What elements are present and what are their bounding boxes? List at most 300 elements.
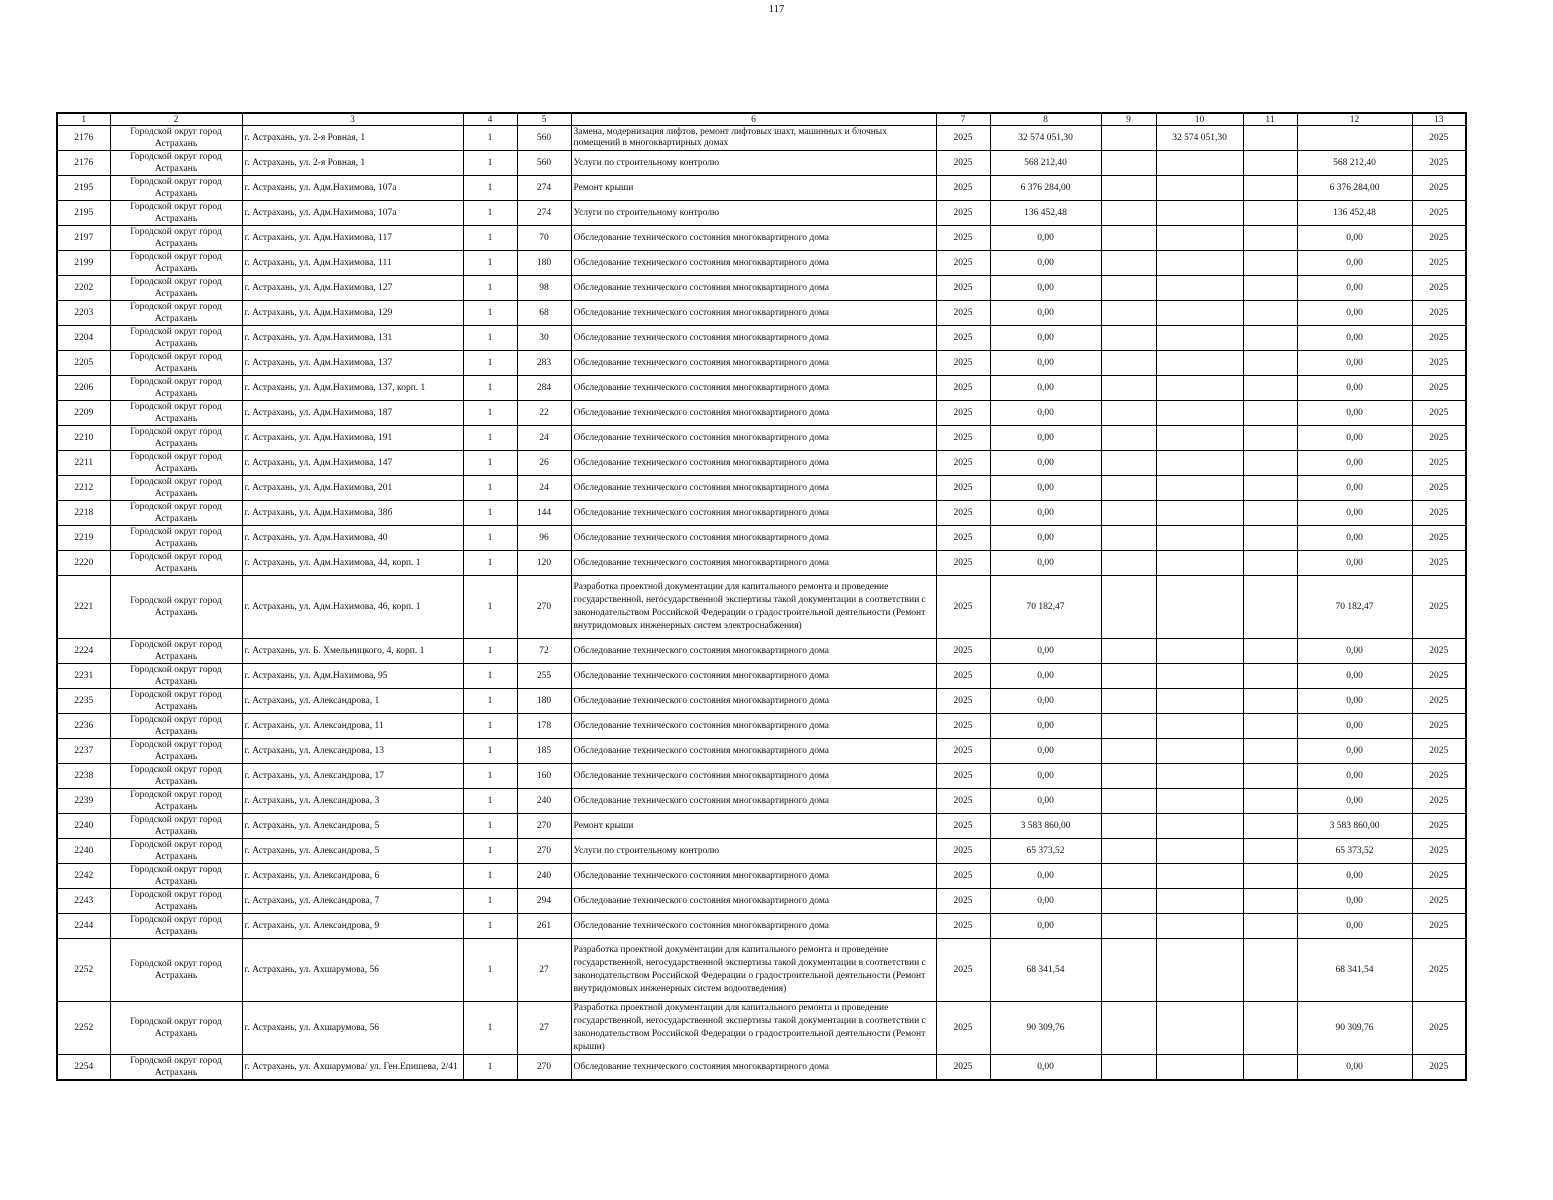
cell-col12: 0,00 (1297, 451, 1412, 476)
cell-col11 (1243, 276, 1297, 301)
cell-col10 (1156, 301, 1243, 326)
column-header-8: 8 (990, 113, 1101, 126)
cell-count: 1 (463, 576, 517, 639)
cell-count: 1 (463, 739, 517, 764)
cell-apartments: 96 (517, 526, 571, 551)
cell-year: 2025 (936, 501, 990, 526)
cell-col10 (1156, 151, 1243, 176)
cell-year: 2025 (936, 451, 990, 476)
cell-work-type: Обследование технического состояния многоквартирного дома (571, 739, 936, 764)
cell-completion-year: 2025 (1412, 176, 1466, 201)
cell-col12: 0,00 (1297, 914, 1412, 939)
cell-col10 (1156, 764, 1243, 789)
cell-col10 (1156, 476, 1243, 501)
cell-municipality: Городской округ город Астрахань (110, 501, 242, 526)
cell-work-type: Обследование технического состояния многоквартирного дома (571, 664, 936, 689)
cell-col9 (1101, 714, 1156, 739)
cell-col9 (1101, 814, 1156, 839)
cell-address: г. Астрахань, ул. Александрова, 5 (242, 839, 463, 864)
cell-work-type: Обследование технического состояния многоквартирного дома (571, 551, 936, 576)
cell-col9 (1101, 451, 1156, 476)
cell-completion-year: 2025 (1412, 226, 1466, 251)
cell-work-type: Обследование технического состояния многоквартирного дома (571, 501, 936, 526)
table-row (57, 939, 1466, 1002)
cell-col9 (1101, 689, 1156, 714)
cell-total-cost: 0,00 (990, 451, 1101, 476)
cell-municipality: Городской округ город Астрахань (110, 451, 242, 476)
cell-work-type: Обследование технического состояния многоквартирного дома (571, 476, 936, 501)
cell-apartments: 178 (517, 714, 571, 739)
cell-col10 (1156, 864, 1243, 889)
cell-col12: 0,00 (1297, 551, 1412, 576)
cell-col11 (1243, 576, 1297, 639)
cell-completion-year: 2025 (1412, 864, 1466, 889)
cell-completion-year: 2025 (1412, 501, 1466, 526)
cell-work-type: Замена, модернизация лифтов, ремонт лифтовых шахт, машинных и блочных помещений в многоквартирных домах (571, 126, 936, 151)
cell-col11 (1243, 401, 1297, 426)
cell-apartments: 22 (517, 401, 571, 426)
cell-record-number: 2204 (57, 326, 110, 351)
cell-col11 (1243, 301, 1297, 326)
cell-apartments: 68 (517, 301, 571, 326)
cell-col9 (1101, 126, 1156, 151)
cell-total-cost: 6 376 284,00 (990, 176, 1101, 201)
cell-total-cost: 0,00 (990, 639, 1101, 664)
column-header-12: 12 (1297, 113, 1412, 126)
cell-col12: 6 376 284,00 (1297, 176, 1412, 201)
cell-work-type: Обследование технического состояния многоквартирного дома (571, 789, 936, 814)
cell-col10 (1156, 426, 1243, 451)
cell-completion-year: 2025 (1412, 939, 1466, 1002)
cell-count: 1 (463, 1055, 517, 1081)
cell-total-cost: 0,00 (990, 1055, 1101, 1081)
cell-col9 (1101, 789, 1156, 814)
table-row (57, 276, 1466, 301)
cell-address: г. Астрахань, ул. Адм.Нахимова, 117 (242, 226, 463, 251)
cell-municipality: Городской округ город Астрахань (110, 639, 242, 664)
cell-address: г. Астрахань, ул. Адм.Нахимова, 127 (242, 276, 463, 301)
cell-address: г. Астрахань, ул. Александрова, 9 (242, 914, 463, 939)
cell-work-type: Обследование технического состояния многоквартирного дома (571, 889, 936, 914)
cell-record-number: 2240 (57, 839, 110, 864)
cell-municipality: Городской округ город Астрахань (110, 226, 242, 251)
cell-col10 (1156, 639, 1243, 664)
table-row (57, 739, 1466, 764)
cell-total-cost: 0,00 (990, 739, 1101, 764)
cell-col12: 0,00 (1297, 476, 1412, 501)
cell-count: 1 (463, 301, 517, 326)
cell-record-number: 2254 (57, 1055, 110, 1081)
table-row (57, 476, 1466, 501)
cell-work-type: Услуги по строительному контролю (571, 201, 936, 226)
cell-address: г. Астрахань, ул. Александрова, 13 (242, 739, 463, 764)
cell-address: г. Астрахань, ул. Адм.Нахимова, 131 (242, 326, 463, 351)
cell-col10 (1156, 526, 1243, 551)
cell-col12: 568 212,40 (1297, 151, 1412, 176)
cell-count: 1 (463, 689, 517, 714)
cell-completion-year: 2025 (1412, 276, 1466, 301)
cell-record-number: 2236 (57, 714, 110, 739)
cell-apartments: 560 (517, 151, 571, 176)
cell-col9 (1101, 639, 1156, 664)
cell-count: 1 (463, 201, 517, 226)
cell-col9 (1101, 864, 1156, 889)
cell-total-cost: 0,00 (990, 664, 1101, 689)
cell-record-number: 2224 (57, 639, 110, 664)
table-row (57, 201, 1466, 226)
cell-col11 (1243, 226, 1297, 251)
cell-total-cost: 0,00 (990, 476, 1101, 501)
cell-col11 (1243, 201, 1297, 226)
cell-col10 (1156, 1002, 1243, 1055)
cell-count: 1 (463, 789, 517, 814)
cell-count: 1 (463, 939, 517, 1002)
cell-municipality: Городской округ город Астрахань (110, 376, 242, 401)
cell-col12: 0,00 (1297, 689, 1412, 714)
cell-address: г. Астрахань, ул. Адм.Нахимова, 137, корп. 1 (242, 376, 463, 401)
table-row (57, 251, 1466, 276)
cell-total-cost: 0,00 (990, 914, 1101, 939)
cell-count: 1 (463, 864, 517, 889)
table-row (57, 151, 1466, 176)
cell-municipality: Городской округ город Астрахань (110, 764, 242, 789)
cell-year: 2025 (936, 351, 990, 376)
table-row (57, 576, 1466, 639)
cell-total-cost: 0,00 (990, 551, 1101, 576)
cell-col11 (1243, 689, 1297, 714)
column-header-7: 7 (936, 113, 990, 126)
cell-total-cost: 90 309,76 (990, 1002, 1101, 1055)
cell-municipality: Городской округ город Астрахань (110, 326, 242, 351)
cell-completion-year: 2025 (1412, 551, 1466, 576)
cell-col9 (1101, 764, 1156, 789)
cell-col10 (1156, 176, 1243, 201)
cell-col9 (1101, 1055, 1156, 1081)
cell-col10 (1156, 326, 1243, 351)
cell-work-type: Обследование технического состояния многоквартирного дома (571, 251, 936, 276)
cell-col9 (1101, 226, 1156, 251)
cell-address: г. Астрахань, ул. Адм.Нахимова, 95 (242, 664, 463, 689)
cell-completion-year: 2025 (1412, 889, 1466, 914)
table-row (57, 326, 1466, 351)
cell-col12 (1297, 126, 1412, 151)
cell-col11 (1243, 739, 1297, 764)
cell-col12: 0,00 (1297, 664, 1412, 689)
cell-municipality: Городской округ город Астрахань (110, 276, 242, 301)
cell-col11 (1243, 251, 1297, 276)
cell-year: 2025 (936, 276, 990, 301)
cell-apartments: 30 (517, 326, 571, 351)
cell-work-type: Обследование технического состояния многоквартирного дома (571, 864, 936, 889)
table-row (57, 376, 1466, 401)
cell-completion-year: 2025 (1412, 1002, 1466, 1055)
cell-apartments: 274 (517, 176, 571, 201)
cell-total-cost: 0,00 (990, 301, 1101, 326)
cell-record-number: 2220 (57, 551, 110, 576)
cell-record-number: 2195 (57, 201, 110, 226)
cell-col9 (1101, 426, 1156, 451)
cell-record-number: 2219 (57, 526, 110, 551)
cell-apartments: 270 (517, 576, 571, 639)
cell-col11 (1243, 476, 1297, 501)
cell-col12: 0,00 (1297, 501, 1412, 526)
cell-count: 1 (463, 376, 517, 401)
cell-total-cost: 568 212,40 (990, 151, 1101, 176)
cell-col11 (1243, 889, 1297, 914)
cell-col10 (1156, 451, 1243, 476)
column-header-10: 10 (1156, 113, 1243, 126)
cell-year: 2025 (936, 176, 990, 201)
cell-apartments: 144 (517, 501, 571, 526)
cell-total-cost: 0,00 (990, 864, 1101, 889)
column-header-6: 6 (571, 113, 936, 126)
cell-count: 1 (463, 476, 517, 501)
cell-year: 2025 (936, 126, 990, 151)
cell-completion-year: 2025 (1412, 639, 1466, 664)
cell-col12: 0,00 (1297, 251, 1412, 276)
cell-municipality: Городской округ город Астрахань (110, 176, 242, 201)
table-row (57, 551, 1466, 576)
cell-count: 1 (463, 814, 517, 839)
cell-col12: 0,00 (1297, 376, 1412, 401)
cell-completion-year: 2025 (1412, 476, 1466, 501)
cell-total-cost: 68 341,54 (990, 939, 1101, 1002)
cell-apartments: 240 (517, 789, 571, 814)
cell-completion-year: 2025 (1412, 576, 1466, 639)
cell-col12: 3 583 860,00 (1297, 814, 1412, 839)
cell-work-type: Услуги по строительному контролю (571, 839, 936, 864)
cell-col9 (1101, 401, 1156, 426)
cell-completion-year: 2025 (1412, 426, 1466, 451)
cell-col10 (1156, 251, 1243, 276)
cell-col12: 0,00 (1297, 301, 1412, 326)
cell-col9 (1101, 201, 1156, 226)
cell-apartments: 560 (517, 126, 571, 151)
cell-work-type: Разработка проектной документации для капитального ремонта и проведение государственной, негосударственной экспертизы такой документации в соответствии с законодательством Российской Федерации о градостроительной деятельности (Ремонт внутридомовых инженерных систем водоотведения) (571, 939, 936, 1002)
cell-address: г. Астрахань, ул. Адм.Нахимова, 107а (242, 201, 463, 226)
cell-col10 (1156, 401, 1243, 426)
cell-col9 (1101, 739, 1156, 764)
table-row (57, 839, 1466, 864)
cell-address: г. Астрахань, ул. Б. Хмельницкого, 4, корп. 1 (242, 639, 463, 664)
cell-total-cost: 0,00 (990, 689, 1101, 714)
page-number: 117 (768, 3, 785, 15)
cell-apartments: 70 (517, 226, 571, 251)
cell-record-number: 2205 (57, 351, 110, 376)
cell-address: г. Астрахань, ул. Адм.Нахимова, 111 (242, 251, 463, 276)
table-row (57, 714, 1466, 739)
cell-col11 (1243, 426, 1297, 451)
cell-completion-year: 2025 (1412, 1055, 1466, 1081)
cell-municipality: Городской округ город Астрахань (110, 301, 242, 326)
cell-address: г. Астрахань, ул. Ахшарумова/ ул. Ген.Епишева, 2/41 (242, 1055, 463, 1081)
table-row (57, 301, 1466, 326)
cell-count: 1 (463, 501, 517, 526)
cell-work-type: Обследование технического состояния многоквартирного дома (571, 451, 936, 476)
cell-municipality: Городской округ город Астрахань (110, 426, 242, 451)
cell-col10 (1156, 551, 1243, 576)
cell-apartments: 27 (517, 939, 571, 1002)
cell-record-number: 2240 (57, 814, 110, 839)
cell-municipality: Городской округ город Астрахань (110, 151, 242, 176)
cell-address: г. Астрахань, ул. Александрова, 17 (242, 764, 463, 789)
table-row (57, 451, 1466, 476)
cell-total-cost: 0,00 (990, 376, 1101, 401)
cell-completion-year: 2025 (1412, 914, 1466, 939)
cell-col11 (1243, 664, 1297, 689)
cell-record-number: 2231 (57, 664, 110, 689)
cell-year: 2025 (936, 714, 990, 739)
cell-municipality: Городской округ город Астрахань (110, 251, 242, 276)
cell-year: 2025 (936, 1002, 990, 1055)
table-row (57, 226, 1466, 251)
cell-year: 2025 (936, 689, 990, 714)
cell-apartments: 24 (517, 476, 571, 501)
cell-municipality: Городской округ город Астрахань (110, 814, 242, 839)
cell-apartments: 270 (517, 839, 571, 864)
table-row (57, 864, 1466, 889)
cell-col11 (1243, 351, 1297, 376)
cell-year: 2025 (936, 739, 990, 764)
table-row (57, 889, 1466, 914)
cell-year: 2025 (936, 526, 990, 551)
cell-municipality: Городской округ город Астрахань (110, 476, 242, 501)
cell-total-cost: 0,00 (990, 714, 1101, 739)
column-header-5: 5 (517, 113, 571, 126)
cell-count: 1 (463, 914, 517, 939)
cell-completion-year: 2025 (1412, 664, 1466, 689)
cell-col11 (1243, 639, 1297, 664)
cell-record-number: 2221 (57, 576, 110, 639)
cell-year: 2025 (936, 576, 990, 639)
cell-col9 (1101, 839, 1156, 864)
cell-address: г. Астрахань, ул. Адм.Нахимова, 129 (242, 301, 463, 326)
cell-col11 (1243, 126, 1297, 151)
cell-col9 (1101, 476, 1156, 501)
cell-municipality: Городской округ город Астрахань (110, 689, 242, 714)
cell-record-number: 2235 (57, 689, 110, 714)
cell-work-type: Обследование технического состояния многоквартирного дома (571, 301, 936, 326)
cell-completion-year: 2025 (1412, 251, 1466, 276)
cell-count: 1 (463, 764, 517, 789)
cell-record-number: 2195 (57, 176, 110, 201)
cell-municipality: Городской округ город Астрахань (110, 914, 242, 939)
cell-col9 (1101, 576, 1156, 639)
cell-year: 2025 (936, 639, 990, 664)
cell-work-type: Разработка проектной документации для капитального ремонта и проведение государственной, негосударственной экспертизы такой документации в соответствии с законодательством Российской Федерации о градостроительной деятельности (Ремонт крыши) (571, 1002, 936, 1055)
cell-col12: 0,00 (1297, 789, 1412, 814)
cell-col12: 90 309,76 (1297, 1002, 1412, 1055)
cell-work-type: Обследование технического состояния многоквартирного дома (571, 714, 936, 739)
cell-municipality: Городской округ город Астрахань (110, 664, 242, 689)
cell-completion-year: 2025 (1412, 714, 1466, 739)
cell-address: г. Астрахань, ул. Александрова, 5 (242, 814, 463, 839)
column-header-11: 11 (1243, 113, 1297, 126)
cell-work-type: Обследование технического состояния многоквартирного дома (571, 639, 936, 664)
cell-address: г. Астрахань, ул. Ахшарумова, 56 (242, 939, 463, 1002)
cell-year: 2025 (936, 201, 990, 226)
cell-apartments: 180 (517, 689, 571, 714)
table-row (57, 501, 1466, 526)
column-header-13: 13 (1412, 113, 1466, 126)
cell-address: г. Астрахань, ул. Александрова, 11 (242, 714, 463, 739)
cell-work-type: Обследование технического состояния многоквартирного дома (571, 426, 936, 451)
cell-work-type: Обследование технического состояния многоквартирного дома (571, 401, 936, 426)
cell-col11 (1243, 914, 1297, 939)
cell-col11 (1243, 939, 1297, 1002)
cell-work-type: Ремонт крыши (571, 176, 936, 201)
cell-col9 (1101, 551, 1156, 576)
cell-col12: 70 182,47 (1297, 576, 1412, 639)
cell-year: 2025 (936, 1055, 990, 1081)
cell-col10 (1156, 576, 1243, 639)
cell-address: г. Астрахань, ул. Александрова, 6 (242, 864, 463, 889)
cell-municipality: Городской округ город Астрахань (110, 864, 242, 889)
cell-total-cost: 0,00 (990, 326, 1101, 351)
cell-apartments: 185 (517, 739, 571, 764)
table-row (57, 1055, 1466, 1081)
cell-municipality: Городской округ город Астрахань (110, 739, 242, 764)
cell-total-cost: 0,00 (990, 401, 1101, 426)
cell-completion-year: 2025 (1412, 326, 1466, 351)
cell-col9 (1101, 301, 1156, 326)
cell-apartments: 255 (517, 664, 571, 689)
cell-total-cost: 32 574 051,30 (990, 126, 1101, 151)
cell-record-number: 2210 (57, 426, 110, 451)
cell-col12: 0,00 (1297, 739, 1412, 764)
cell-work-type: Обследование технического состояния многоквартирного дома (571, 226, 936, 251)
cell-address: г. Астрахань, ул. Александрова, 3 (242, 789, 463, 814)
cell-apartments: 160 (517, 764, 571, 789)
cell-total-cost: 0,00 (990, 226, 1101, 251)
cell-col9 (1101, 276, 1156, 301)
cell-work-type: Обследование технического состояния многоквартирного дома (571, 764, 936, 789)
column-header-3: 3 (242, 113, 463, 126)
cell-year: 2025 (936, 401, 990, 426)
cell-municipality: Городской округ город Астрахань (110, 201, 242, 226)
table-row (57, 764, 1466, 789)
cell-apartments: 24 (517, 426, 571, 451)
column-header-9: 9 (1101, 113, 1156, 126)
cell-col11 (1243, 501, 1297, 526)
cell-year: 2025 (936, 326, 990, 351)
cell-count: 1 (463, 126, 517, 151)
cell-col9 (1101, 176, 1156, 201)
cell-col11 (1243, 1002, 1297, 1055)
cell-col12: 65 373,52 (1297, 839, 1412, 864)
cell-work-type: Услуги по строительному контролю (571, 151, 936, 176)
column-header-1: 1 (57, 113, 110, 126)
cell-col10 (1156, 739, 1243, 764)
cell-apartments: 261 (517, 914, 571, 939)
cell-address: г. Астрахань, ул. 2-я Ровная, 1 (242, 151, 463, 176)
cell-col12: 0,00 (1297, 226, 1412, 251)
table-row (57, 526, 1466, 551)
cell-work-type: Обследование технического состояния многоквартирного дома (571, 276, 936, 301)
cell-apartments: 120 (517, 551, 571, 576)
cell-address: г. Астрахань, ул. Адм.Нахимова, 201 (242, 476, 463, 501)
cell-col9 (1101, 664, 1156, 689)
cell-count: 1 (463, 526, 517, 551)
cell-municipality: Городской округ город Астрахань (110, 1002, 242, 1055)
cell-completion-year: 2025 (1412, 376, 1466, 401)
cell-count: 1 (463, 426, 517, 451)
cell-year: 2025 (936, 226, 990, 251)
cell-col12: 0,00 (1297, 526, 1412, 551)
cell-address: г. Астрахань, ул. Адм.Нахимова, 44, корп. 1 (242, 551, 463, 576)
cell-col12: 0,00 (1297, 326, 1412, 351)
cell-count: 1 (463, 889, 517, 914)
